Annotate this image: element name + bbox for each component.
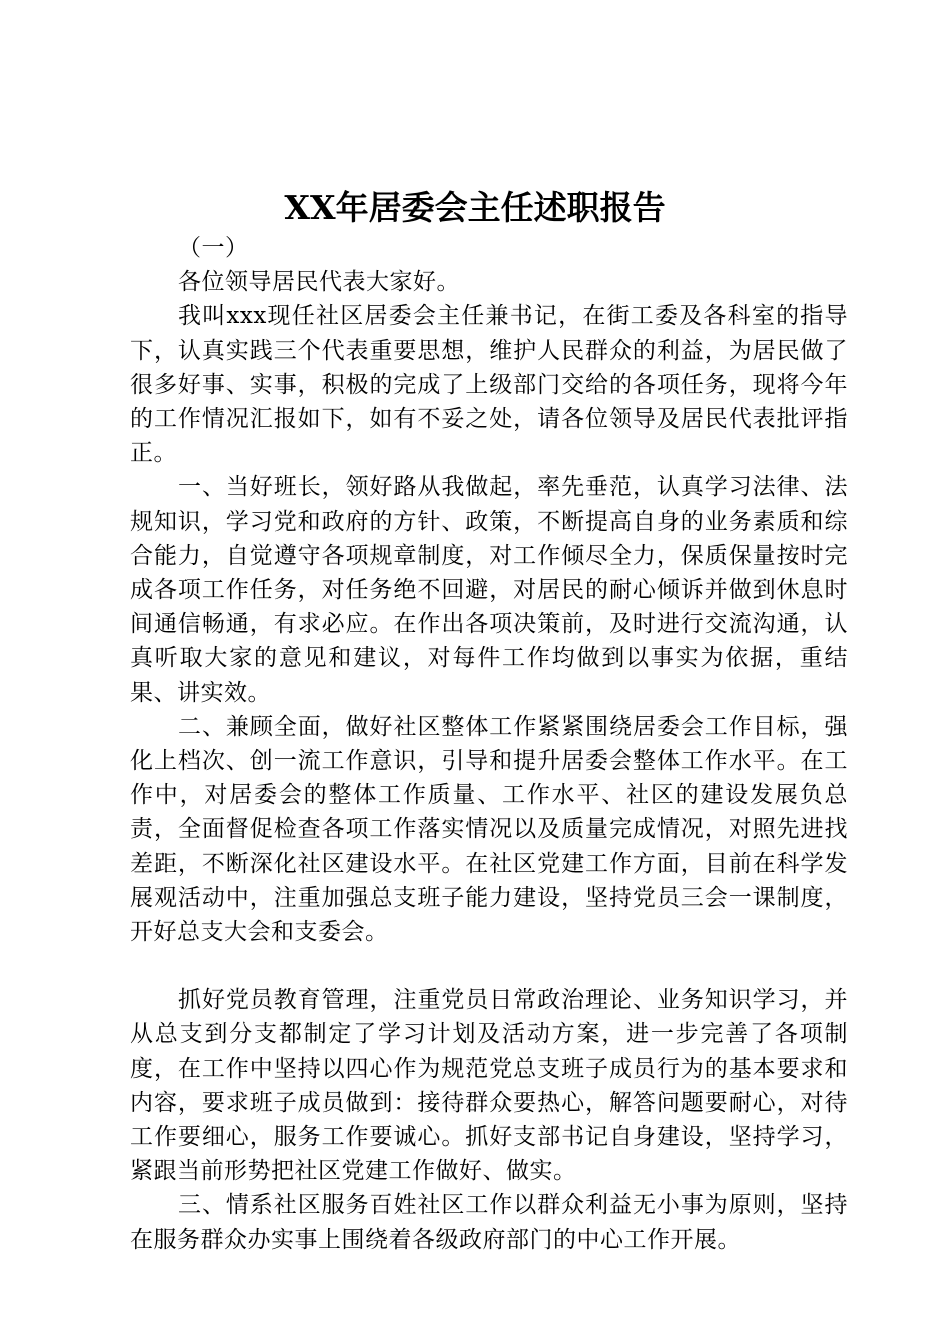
- intro-paragraph: 我叫xxx现任社区居委会主任兼书记，在街工委及各科室的指导下，认真实践三个代表重要思想，维护人民群众的利益，为居民做了很多好事、实事，积极的完成了上级部门交给的各项任务，现将今年的工作情况汇报如下，如有不妥之处，请各位领导及居民代表批评指正。: [130, 303, 848, 467]
- section-three-paragraph: 三、情系社区服务百姓社区工作以群众利益无小事为原则，坚持在服务群众办实事上围绕着各级政府部门的中心工作开展。: [130, 1192, 848, 1253]
- document-body: [130, 231, 848, 1257]
- party-education-paragraph: 抓好党员教育管理，注重党员日常政治理论、业务知识学习，并从总支到分支都制定了学习计划及活动方案，进一步完善了各项制度，在工作中坚持以四心作为规范党总支班子成员行为的基本要求和内容，要求班子成员做到：接待群众要热心，解答问题要耐心，对待工作要细心，服务工作要诚心。抓好支部书记自身建设，坚持学习，紧跟当前形势把社区党建工作做好、做实。: [130, 987, 848, 1185]
- section-number: （一）: [178, 235, 249, 261]
- section-two-paragraph: 二、兼顾全面，做好社区整体工作紧紧围绕居委会工作目标，强化上档次、创一流工作意识，引导和提升居委会整体工作水平。在工作中，对居委会的整体工作质量、工作水平、社区的建设发展负总责，全面督促检查各项工作落实情况以及质量完成情况，对照先进找差距，不断深化社区建设水平。在社区党建工作方面，目前在科学发展观活动中，注重加强总支班子能力建设，坚持党员三会一课制度，开好总支大会和支委会。: [130, 713, 848, 946]
- document-title: XX年居委会主任述职报告: [284, 188, 666, 227]
- section-one-paragraph: 一、当好班长，领好路从我做起，率先垂范，认真学习法律、法规知识，学习党和政府的方针、政策，不断提高自身的业务素质和综合能力，自觉遵守各项规章制度，对工作倾尽全力，保质保量按时完成各项工作任务，对任务绝不回避，对居民的耐心倾诉并做到休息时间通信畅通，有求必应。在作出各项决策前，及时进行交流沟通，认真听取大家的意见和建议，对每件工作均做到以事实为依据，重结果、讲实效。: [130, 474, 848, 706]
- greeting-paragraph: 各位领导居民代表大家好。: [178, 269, 460, 296]
